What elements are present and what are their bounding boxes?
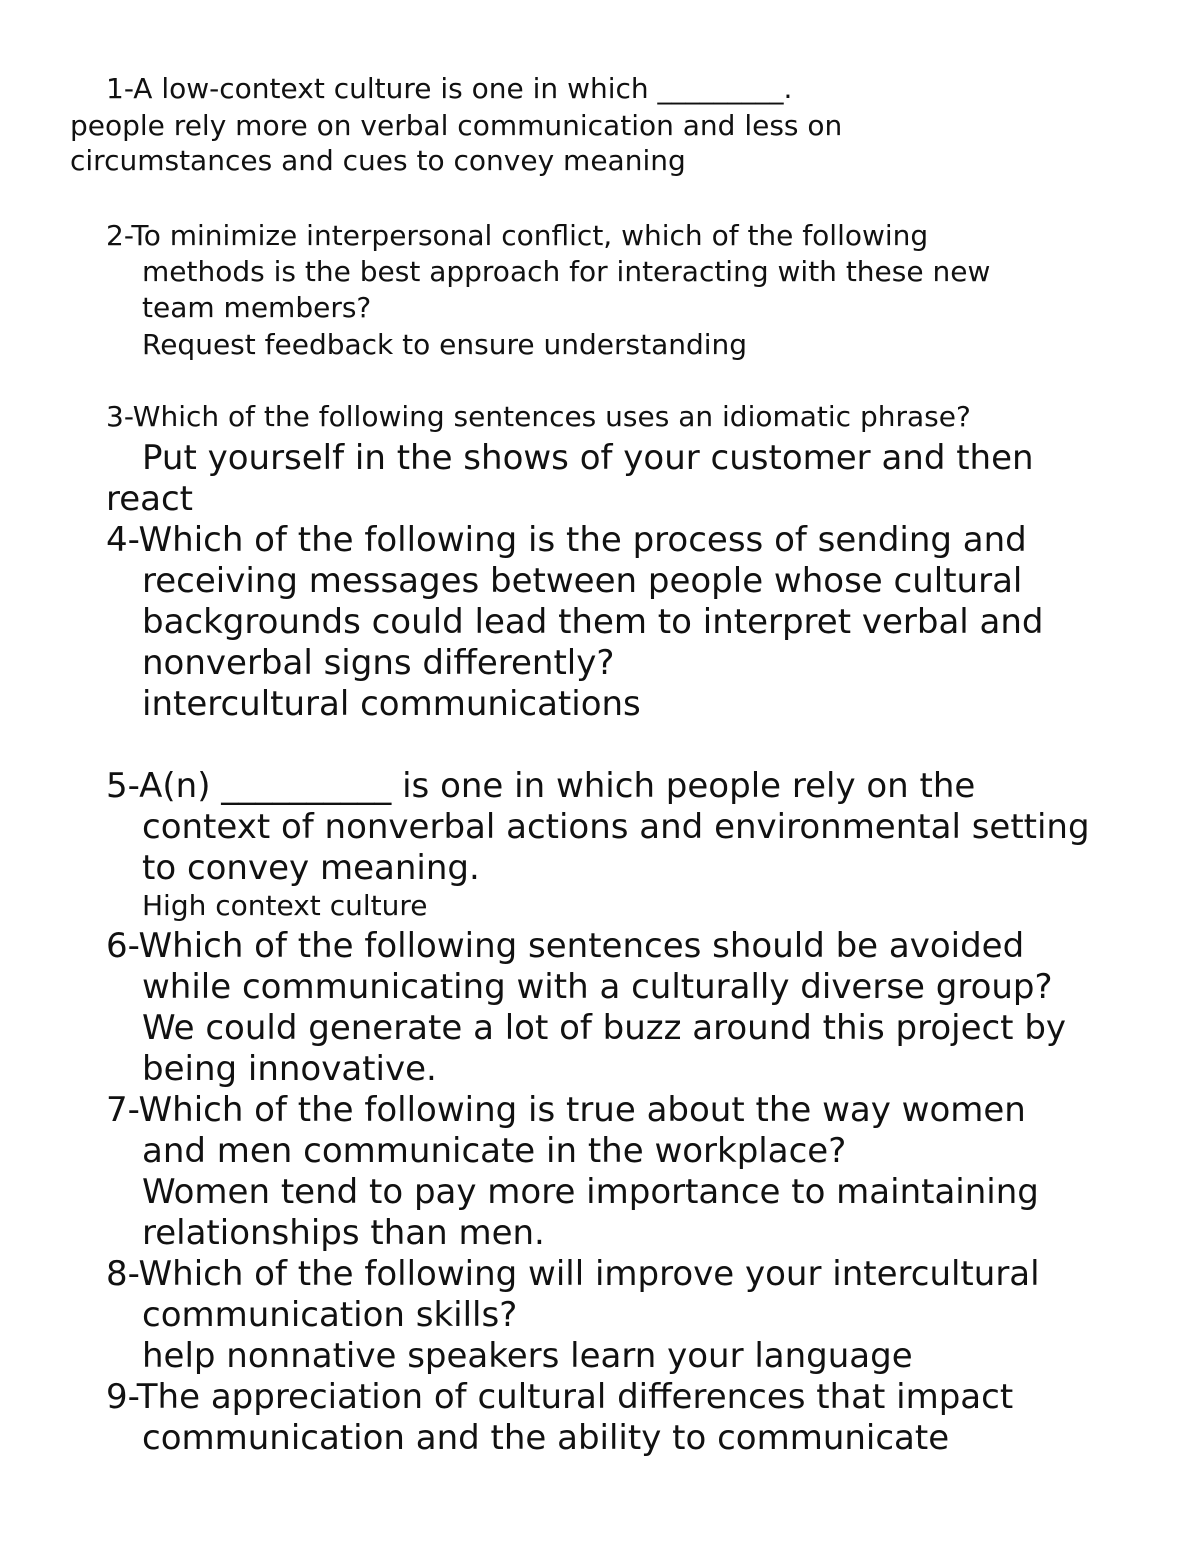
answer-3-line-1: Put yourself in the shows of your customer and then (142, 438, 1034, 478)
question-9-line-2: communication and the ability to communicate (142, 1418, 950, 1458)
question-3-line-1: 3-Which of the following sentences uses an idiomatic phrase? (106, 400, 971, 433)
question-5-line-2: context of nonverbal actions and environmental setting (142, 807, 1090, 847)
answer-6-line-1: We could generate a lot of buzz around this project by (142, 1008, 1067, 1048)
question-9-line-1: 9-The appreciation of cultural differences that impact (106, 1377, 1014, 1417)
question-8-line-2: communication skills? (142, 1295, 518, 1335)
answer-4-line-1: intercultural communications (142, 684, 641, 724)
question-5-line-3: to convey meaning. (142, 848, 480, 888)
answer-2-line-1: Request feedback to ensure understanding (142, 328, 748, 361)
question-4-line-4: nonverbal signs differently? (142, 643, 615, 683)
question-2-line-3: team members? (142, 291, 372, 324)
question-6-line-1: 6-Which of the following sentences should be avoided (106, 926, 1025, 966)
question-4-line-1: 4-Which of the following is the process of sending and (106, 520, 1027, 560)
question-7-line-1: 7-Which of the following is true about the way women (106, 1090, 1026, 1130)
question-5-line-1: 5-A(n) __________ is one in which people rely on the (106, 766, 976, 806)
answer-3-line-2: react (106, 479, 194, 519)
answer-1-line-2: circumstances and cues to convey meaning (70, 144, 686, 177)
question-7-line-2: and men communicate in the workplace? (142, 1131, 847, 1171)
question-8-line-1: 8-Which of the following will improve your intercultural (106, 1254, 1040, 1294)
answer-8-line-1: help nonnative speakers learn your language (142, 1336, 913, 1376)
question-6-line-2: while communicating with a culturally diverse group? (142, 967, 1053, 1007)
question-2-line-1: 2-To minimize interpersonal conflict, which of the following (106, 219, 929, 252)
answer-5-line-1: High context culture (142, 889, 428, 922)
question-4-line-3: backgrounds could lead them to interpret verbal and (142, 602, 1044, 642)
answer-6-line-2: being innovative. (142, 1049, 437, 1089)
question-2-line-2: methods is the best approach for interacting with these new (142, 255, 991, 288)
question-4-line-2: receiving messages between people whose cultural (142, 561, 1023, 601)
answer-7-line-1: Women tend to pay more importance to maintaining (142, 1172, 1039, 1212)
answer-7-line-2: relationships than men. (142, 1213, 545, 1253)
question-1-line-1: 1-A low-context culture is one in which _________. (106, 72, 793, 105)
answer-1-line-1: people rely more on verbal communication and less on (70, 109, 843, 142)
